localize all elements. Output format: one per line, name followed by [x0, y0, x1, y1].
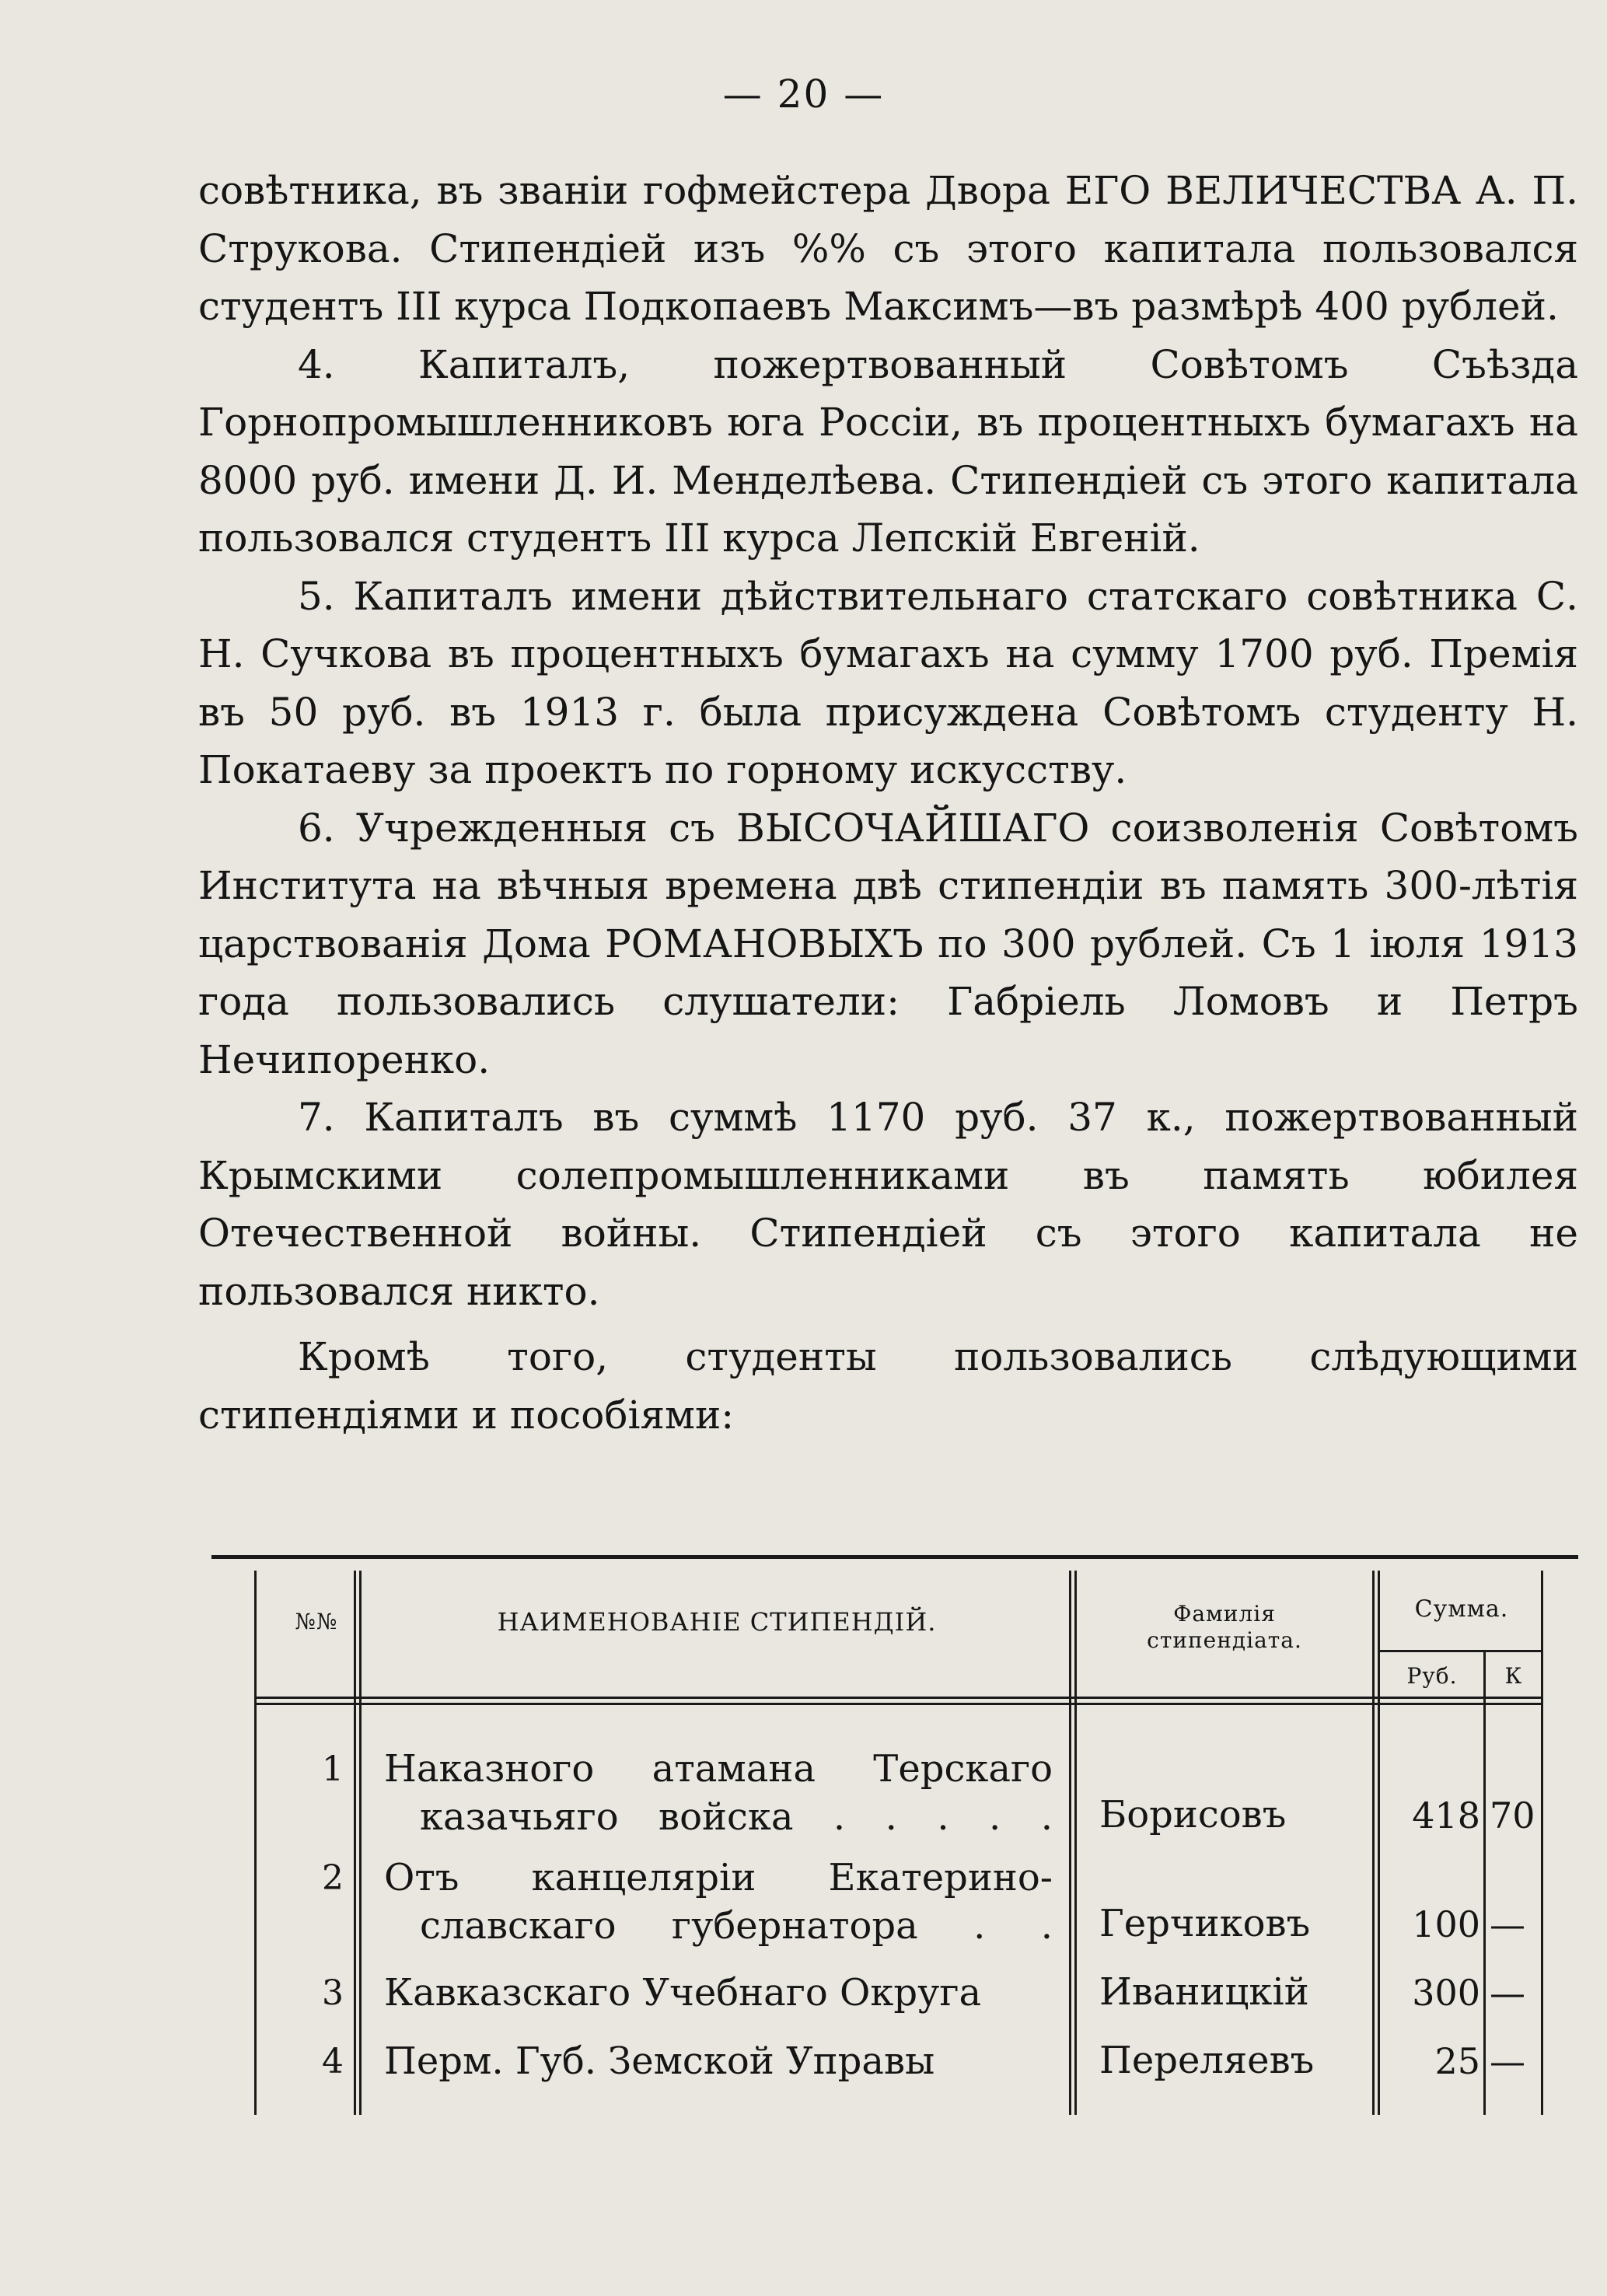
header-family-line1: Фамилія	[1173, 1601, 1276, 1627]
column-divider-family	[1372, 1571, 1380, 2115]
row-3-kop: —	[1490, 1972, 1525, 2014]
header-name: НАИМЕНОВАНІЕ СТИПЕНДІЙ.	[497, 1607, 937, 1637]
column-divider-rub	[1483, 1652, 1486, 2115]
row-1-name-line1: Наказного атамана Терскаго	[384, 1747, 1053, 1791]
body-text	[198, 162, 1578, 1444]
row-2-name-line1: Отъ канцеляріи Екатерино-	[384, 1856, 1053, 1899]
row-2-num: 2	[322, 1858, 344, 1898]
row-3-name: Кавказскаго Учебнаго Округа	[384, 1971, 982, 2015]
row-2-name-line2: славскаго губернатора . .	[420, 1904, 1053, 1948]
row-2-family: Герчиковъ	[1099, 1902, 1311, 1945]
header-family-line2: стипендіата.	[1147, 1627, 1302, 1653]
table-left-border	[254, 1571, 257, 2115]
scholarship-table	[211, 1555, 1578, 2115]
paragraph-item-4: 4. Капиталъ, пожертвованный Совѣтомъ Съѣзда Горнопромышленниковъ юга Россіи, въ процентныхъ бумагахъ на 8000 руб. имени Д. И. Менделѣева. Стипендіей съ этого капитала пользовался студентъ III курса Лепскій Евгеній.	[198, 341, 1578, 561]
row-1-name-line2: казачьяго войска . . . . .	[420, 1795, 1053, 1839]
row-4-name: Перм. Губ. Земской Управы	[384, 2039, 935, 2083]
paragraph-item-6: 6. Учрежденныя съ ВЫСОЧАЙШАГО соизволенія Совѣтомъ Института на вѣчныя времена двѣ стипендіи въ память 300-лѣтія царствованія Дома РОМАНОВЫХЪ по 300 рублей. Съ 1 іюля 1913 года пользовались слушатели: Габріель Ломовъ и Петръ Нечипоренко.	[198, 805, 1578, 1082]
header-num: №№	[295, 1609, 338, 1634]
header-bottom-line	[254, 1697, 1543, 1699]
row-2-rub: 100	[1412, 1903, 1480, 1945]
sum-subheader-line	[1380, 1650, 1543, 1652]
row-3-family: Иваницкій	[1099, 1970, 1309, 2014]
row-1-num: 1	[322, 1749, 344, 1789]
row-3-rub: 300	[1412, 1972, 1480, 2014]
header-kop: К	[1504, 1663, 1523, 1689]
row-1-family: Борисовъ	[1099, 1793, 1287, 1836]
table-right-border	[1541, 1571, 1543, 2115]
row-4-num: 4	[322, 2042, 344, 2081]
row-3-num: 3	[322, 1973, 344, 2013]
row-4-rub: 25	[1434, 2040, 1480, 2082]
header-bottom-line-2	[254, 1703, 1543, 1705]
column-divider-name	[1069, 1571, 1077, 2115]
column-divider-num	[354, 1571, 362, 2115]
header-rub: Руб.	[1406, 1663, 1458, 1689]
row-1-rub: 418	[1412, 1795, 1480, 1836]
row-1-kop: 70	[1490, 1795, 1535, 1836]
page-number: — 20 —	[722, 72, 885, 117]
paragraph-item-5: 5. Капиталъ имени дѣйствительнаго статскаго совѣтника С. Н. Сучкова въ процентныхъ бумагахъ на сумму 1700 руб. Премія въ 50 руб. въ 1913 г. была присуждена Совѣтомъ студенту Н. Покатаеву за проектъ по горному искусству.	[198, 573, 1578, 792]
paragraph-item-7: 7. Капиталъ въ суммѣ 1170 руб. 37 к., пожертвованный Крымскими солепромышленниками въ память юбилея Отечественной войны. Стипендіей съ этого капитала не пользовался никто.	[198, 1095, 1578, 1314]
table-top-rule	[211, 1555, 1578, 1559]
paragraph-intro-table: Кромѣ того, студенты пользовались слѣдующими стипендіями и пособіями:	[198, 1334, 1578, 1438]
header-sum: Сумма.	[1414, 1595, 1509, 1623]
paragraph-continuation: совѣтника, въ званіи гофмейстера Двора ЕГО ВЕЛИЧЕСТВА А. П. Струкова. Стипендіей изъ %% съ этого капитала пользовался студентъ III курса Подкопаевъ Максимъ—въ размѣрѣ 400 рублей.	[198, 168, 1578, 329]
row-2-kop: —	[1490, 1903, 1525, 1945]
row-4-family: Переляевъ	[1099, 2039, 1315, 2082]
row-4-kop: —	[1490, 2040, 1525, 2082]
